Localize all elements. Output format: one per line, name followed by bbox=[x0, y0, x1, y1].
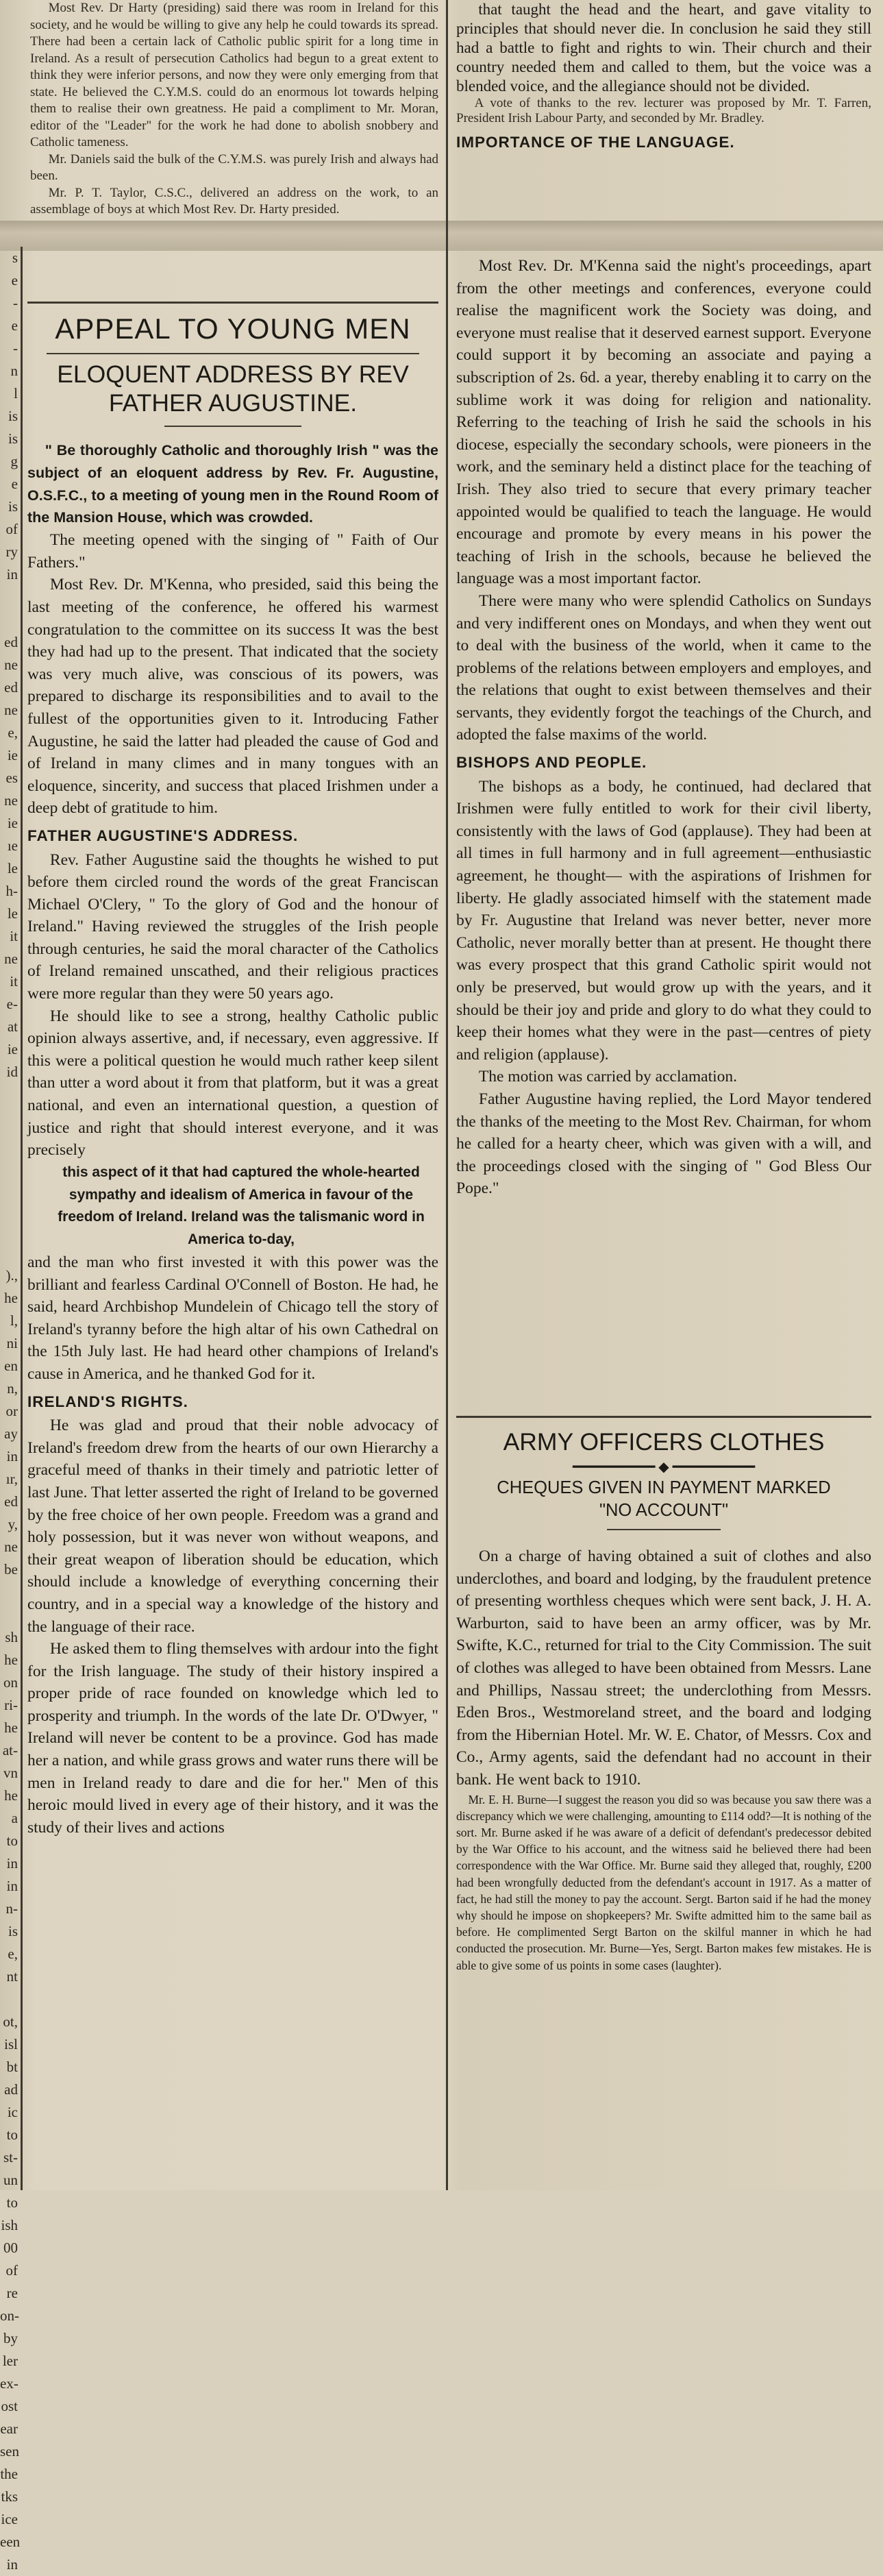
cropped-line-fragment bbox=[0, 1174, 21, 1197]
cropped-line-fragment: vn bbox=[3, 1765, 18, 1781]
divider bbox=[164, 426, 301, 427]
cropped-line-fragment: to bbox=[6, 2126, 18, 2143]
cropped-line-fragment: to bbox=[6, 2194, 18, 2211]
cropped-line-fragment: ie bbox=[7, 1041, 18, 1057]
cropped-line-fragment: ost bbox=[1, 2398, 18, 2414]
subheading: IRELAND'S RIGHTS. bbox=[27, 1393, 188, 1410]
cropped-line-fragment: en bbox=[4, 1358, 18, 1374]
cropped-line-fragment: s bbox=[12, 249, 18, 266]
cropped-line-fragment: in bbox=[6, 1855, 18, 1872]
paragraph: that taught the head and the heart, and gave vitality to principles that should never die. In conclusion he said they still had a battle to fight and rights to win. Their church and their country needed them and called to them, but the voice was a blended voice, and the allegiance should not be divided. bbox=[456, 1, 871, 95]
cropped-line-fragment: in bbox=[6, 2556, 18, 2573]
cropped-line-fragment bbox=[0, 1129, 21, 1151]
cropped-line-fragment: ri- bbox=[4, 1697, 18, 1713]
paragraph: A vote of thanks to the rev. lecturer was proposed by Mr. T. Farren, President Irish Labour Party, and seconded by Mr. Bradley. bbox=[456, 96, 871, 125]
top-left-continuation bbox=[30, 0, 438, 219]
cropped-line-fragment: ne bbox=[4, 950, 18, 967]
cropped-line-fragment: ay bbox=[4, 1425, 18, 1442]
cropped-line-fragment: le bbox=[7, 905, 18, 922]
cropped-line-fragment: ear bbox=[0, 2420, 18, 2437]
cropped-line-fragment: sh bbox=[5, 1629, 18, 1645]
cropped-line-fragment: ed bbox=[4, 1493, 18, 1510]
divider bbox=[607, 1529, 721, 1530]
cropped-line-fragment: ler bbox=[2, 2353, 18, 2369]
cropped-line-fragment: ish bbox=[1, 2217, 18, 2233]
cropped-line-fragment: ıe bbox=[7, 837, 18, 854]
cropped-line-fragment: ot, bbox=[3, 2013, 18, 2030]
cropped-line-fragment bbox=[0, 586, 21, 609]
cropped-line-fragment: ne bbox=[4, 792, 18, 809]
cropped-line-fragment: ad bbox=[4, 2081, 18, 2098]
cropped-line-fragment bbox=[0, 1106, 21, 1129]
cropped-line-fragment bbox=[0, 1988, 21, 2011]
cropped-line-fragment: on- bbox=[0, 2307, 19, 2324]
paragraph: Most Rev. Dr. M'Kenna said the night's proceedings, apart from the other meetings and conferences, everyone could realise the magnificent work the Society was doing, and everyone must realise that it deserved earnest support. Everyone could support it by becoming an associate and paying a subscription of 2s. 6d. a year, thereby enabling it to carry on the sublime work it was doing for religion and nationality. Referring to the teaching of Irish he said the schools in his diocese, especially the secondary schools, were pioneers in the work, and the seminary held a distinct place for the teaching of Irish. They also tried to secure that every primary teacher appointed would be qualified to teach the language. He would encourage and promote by every means in his power the teaching of Irish in the schools, because he believed the language was a most important factor. bbox=[456, 257, 871, 588]
cropped-line-fragment: un bbox=[3, 2172, 18, 2188]
subheading: FATHER AUGUSTINE'S ADDRESS. bbox=[27, 826, 299, 844]
paragraph: On a charge of having obtained a suit of clothes and also underclothes, and board and lodging, by the fraudulent pretence of presenting worthless cheques which were sent back, J. H. A. Warburton, said to have been an army officer, was by Mr. Swifte, K.C., returned for trial to the City Commission. The suit of clothes was alleged to have been obtained from Messrs. Lane and Phillips, Nassau street; the underclothing from Messrs. Eden Bros., Westmoreland street, and the board and lodging from the Hibernian Hotel. Mr. W. E. Chator, of Messrs. Cox and Co., Army agents, said the defendant had no account in their bank. He went back to 1910. bbox=[456, 1547, 871, 1789]
cropped-line-fragment: ry bbox=[5, 543, 18, 560]
cropped-line-fragment: re bbox=[6, 2285, 18, 2301]
ornament-divider: ━━━━━━━━━━ ◆ ━━━━━━━━━━ bbox=[572, 1460, 756, 1475]
headline: APPEAL TO YOUNG MEN bbox=[55, 312, 411, 345]
paragraph: He was glad and proud that their noble advocacy of Ireland's freedom drew from the hearts of our own Hierarchy a graceful meed of thanks in their timely and patriotic letter of last June. That letter asserted the right of Ireland to be governed by the free choice of her own people. Freedom was a grand and holy possession, but it was never won without weapons, and their great weapon of liberation should be education, which should include a knowledge of everything concerning their country, and in a special way a knowledge of the history and the language of their race. bbox=[27, 1416, 438, 1636]
paragraph: Father Augustine having replied, the Lord Mayor tendered the thanks of the meeting to the Most Rev. Chairman, for whom he called for a hearty cheer, which was given with a will, and the proceedings closed with the singing of " God Bless Our Pope." bbox=[456, 1090, 871, 1198]
cropped-line-fragment: is bbox=[8, 430, 18, 447]
cropped-line-fragment: een bbox=[0, 2534, 21, 2550]
cropped-line-fragment: ni bbox=[6, 1335, 18, 1351]
paragraph: The motion was carried by acclamation. bbox=[478, 1068, 738, 1086]
paragraph: He asked them to fling themselves with ardour into the fight for the Irish language. The study of their history inspired a proper pride of race founded on knowledge which led to prosperity and triumph. In the words of the late Dr. O'Dwyer, " Ireland will never be content to be a province. God has made her a nation, and while grass grows and water runs there will be men in Ireland ready to dare and die for her." Men of this heroic mould lived in every age of their history, and it was the study of their lives and actions bbox=[27, 1640, 438, 1837]
divider bbox=[47, 353, 419, 354]
army-article bbox=[456, 1416, 871, 1974]
cropped-line-fragment: of bbox=[5, 521, 18, 537]
cropped-line-fragment: ne bbox=[4, 702, 18, 718]
cropped-line-fragment: ne bbox=[4, 657, 18, 673]
cropped-line-fragment: in bbox=[6, 1878, 18, 1894]
paragraph: Most Rev. Dr. M'Kenna, who presided, said this being the last meeting of the conference, he offered his warmest congratulation to the committee on its success It was the best they had had up to the present. That indicated that the society was very much alive, was conscious of its powers, was prepared to discharge its responsibilities and to avail to the fullest of the opportunities given to it. Introducing Father Augustine, he said the latter had pleaded the cause of God and of Ireland in many climes and in many tongues with an eloquence, sincerity, and success that placed Irishmen under a deep debt of gratitude to him. bbox=[27, 576, 438, 818]
cropped-line-fragment: h- bbox=[5, 883, 18, 899]
cropped-line-fragment: l bbox=[14, 385, 18, 402]
paragraph: The meeting opened with the singing of " Faith of Our Fathers." bbox=[27, 531, 438, 572]
cropped-line-fragment: is bbox=[8, 498, 18, 515]
cropped-line-fragment: ed bbox=[4, 679, 18, 696]
cropped-line-fragment: e bbox=[11, 317, 18, 334]
cropped-line-fragment: is bbox=[8, 408, 18, 424]
paragraph: Most Rev. Dr Harty (presiding) said there was room in Ireland for this society, and he would be willing to give any help he could towards its spread. There had been a certain lack of Catholic public spirit for a long time in Ireland. As a result of persecution Catholics had begun to a great extent to think they were inferior persons, and now they were only emerging from that state. He believed the C.Y.M.S. could do an enormous lot towards helping them to realise their own greatness. He paid a compliment to Mr. Moran, editor of the "Leader" for the work he had done to abolish snobbery and Catholic tameness. bbox=[30, 1, 438, 149]
headline-rule bbox=[456, 1416, 871, 1418]
cropped-line-fragment: at bbox=[7, 1018, 18, 1035]
cropped-line-fragment: e, bbox=[8, 1946, 18, 1962]
cropped-line-fragment: ed bbox=[4, 634, 18, 650]
cropped-line-fragment: )., bbox=[5, 1267, 18, 1284]
page-fold-crease bbox=[0, 221, 883, 251]
cropped-line-fragment: nt bbox=[6, 1968, 18, 1985]
cropped-line-fragment bbox=[0, 1581, 21, 1604]
paragraph: Mr. Daniels said the bulk of the C.Y.M.S. was purely Irish and always had been. bbox=[30, 151, 438, 183]
cropped-line-fragment: he bbox=[4, 1719, 18, 1736]
cropped-line-fragment: n, bbox=[7, 1380, 18, 1397]
cropped-line-fragment: bt bbox=[6, 2059, 18, 2075]
cropped-line-fragment: it bbox=[10, 973, 18, 990]
cropped-line-fragment: ic bbox=[7, 2104, 18, 2120]
paragraph: He should like to see a strong, healthy Catholic public opinion always assertive, and, if necessary, even aggressive. If this were a political question he would much rather keep silent than utter a word about it from that platform, but it was a great national, and even an international question, a question of justice and right that should interest everyone, and it was precisely bbox=[27, 1007, 438, 1160]
inset-quote: this aspect of it that had captured the whole-hearted sympathy and idealism of America in favour of the freedom of Ireland. Ireland was the talismanic word in America to-day, bbox=[58, 1164, 425, 1248]
cropped-line-fragment: ne bbox=[4, 1538, 18, 1555]
cropped-line-fragment: on bbox=[3, 1674, 18, 1691]
cropped-line-fragment: l, bbox=[10, 1312, 18, 1329]
column-rule-left bbox=[21, 247, 23, 2190]
cropped-line-fragment: he bbox=[4, 1787, 18, 1804]
cropped-line-fragment: the bbox=[0, 2466, 18, 2482]
cropped-line-fragment: n bbox=[10, 363, 18, 379]
paragraph: Rev. Father Augustine said the thoughts he wished to put before them circled round the words of the great Franciscan Michael O'Clery, " To the glory of God and the honour of Ireland." Having reviewed the struggles of the Irish people through centuries, he said the moral character of the Catholics of Ireland remained unscathed, and their religious practices were more regular than they were 50 years ago. bbox=[27, 850, 438, 1003]
cropped-line-fragment: e, bbox=[8, 724, 18, 741]
language-article bbox=[456, 255, 871, 1200]
cropped-line-fragment: e bbox=[11, 272, 18, 289]
paragraph: The bishops as a body, he continued, had declared that Irishmen were fully entitled to work for their civil liberty, consistently with the laws of God (applause). They had been at all times in full harmony and in full agreement—enthusiastic agreement, he thought— with the aspirations of Irishmen for liberty. He gladly associated himself with the statement made by Fr. Augustine that Ireland was never better, never more Catholic, never morally better than at present. He thought there was every prospect that this grand Catholic spirit would not only be preserved, but would grow up with the years, and it should be their joy and pride and glory to do what they could to keep their homes what they were in the past—centres of piety and religion (applause). bbox=[456, 777, 871, 1064]
cropped-line-fragment: - bbox=[13, 295, 18, 311]
cropped-line-fragment: id bbox=[6, 1064, 18, 1080]
cropped-line-fragment: be bbox=[4, 1561, 18, 1578]
cropped-line-fragment: to bbox=[6, 1832, 18, 1849]
cropped-line-fragment: - bbox=[13, 340, 18, 356]
cropped-line-fragment: isl bbox=[4, 2036, 18, 2052]
cropped-line-fragment: is bbox=[8, 1923, 18, 1939]
cropped-line-fragment bbox=[0, 1083, 21, 1106]
top-right-continuation bbox=[456, 0, 871, 156]
column-rule-center bbox=[446, 0, 448, 2190]
cropped-line-fragment: y, bbox=[8, 1516, 18, 1532]
cropped-line-fragment: g bbox=[10, 453, 18, 469]
cropped-line-fragment: or bbox=[5, 1403, 18, 1419]
cropped-line-fragment: a bbox=[11, 1810, 18, 1826]
paragraph: Mr. E. H. Burne—I suggest the reason you did so was because you saw there was a discrepancy which we were challenging, amounting to £114 odd?—It is nothing of the sort. Mr. Burne asked if he was aware of a deficit of defendant's predecessor debited by the War Office to his account, and the witness said he believed there had been correspondence with the War Office. Mr. Burne said they alleged that, roughly, £200 had been wrongfully deducted from the defendant's account in 1917. As a matter of fact, he had still the money to pay the account. Sergt. Barton said if he had the money why should he impose on shopkeepers? Mr. Swifte admitted him to the same bail as before. He complimented Sergt Barton on the skilful manner in which he had conducted the prosecution. Mr. Burne—Yes, Sergt. Barton makes few mistakes. He is able to give some of us points in some cases (laughter). bbox=[456, 1792, 871, 1972]
cropped-line-fragment: he bbox=[4, 1290, 18, 1306]
headline: ARMY OFFICERS CLOTHES bbox=[503, 1428, 825, 1456]
cropped-line-fragment: sen bbox=[0, 2443, 19, 2460]
cropped-line-fragment: le bbox=[7, 860, 18, 876]
paragraph: and the man who first invested it with this power was the brilliant and fearless Cardinal O'Connell of Boston. He had, he said, heard Archbishop Mundelein of Chicago tell the story of Ireland's tyranny before the high altar of his own Cathedral on the 15th July last. He had heard other champions of Ireland's cause in America, and he thanked God for it. bbox=[27, 1253, 438, 1383]
cropped-line-fragment bbox=[0, 1604, 21, 1626]
paragraph: Mr. P. T. Taylor, C.S.C., delivered an address on the work, to an assemblage of boys at which Most Rev. Dr. Harty presided. bbox=[30, 185, 438, 217]
cropped-line-fragment: 00 bbox=[3, 2240, 18, 2256]
cropped-line-fragment: it bbox=[10, 928, 18, 944]
cropped-left-column bbox=[0, 247, 21, 2573]
cropped-line-fragment: ex- bbox=[0, 2375, 18, 2392]
subheading: BISHOPS AND PEOPLE. bbox=[456, 754, 647, 772]
subheading: IMPORTANCE OF THE LANGUAGE. bbox=[456, 134, 735, 151]
cropped-line-fragment bbox=[0, 1242, 21, 1264]
headline-rule bbox=[27, 302, 438, 304]
cropped-line-fragment: ie bbox=[7, 747, 18, 763]
cropped-line-fragment bbox=[0, 1197, 21, 1219]
cropped-line-fragment bbox=[0, 1219, 21, 1242]
cropped-line-fragment: n- bbox=[5, 1900, 18, 1917]
cropped-line-fragment: by bbox=[3, 2330, 18, 2346]
cropped-line-fragment: tks bbox=[1, 2488, 18, 2505]
cropped-line-fragment bbox=[0, 609, 21, 631]
cropped-line-fragment: he bbox=[4, 1652, 18, 1668]
subheadline: ELOQUENT ADDRESS BY REV FATHER AUGUSTINE. bbox=[57, 360, 409, 417]
cropped-line-fragment: ice bbox=[1, 2511, 18, 2527]
lead-paragraph: " Be thoroughly Catholic and thoroughly Irish " was the subject of an eloquent address by Rev. Fr. Augustine, O.S.F.C., to a meeting of young men in the Round Room of the Mansion House, which was crowded. bbox=[27, 442, 438, 526]
paragraph: There were many who were splendid Catholics on Sundays and very indifferent ones on Mondays, and when they went out to deal with the business of the world, when it came to the problems of the relations between employers and employes, and the relations that ought to exist between themselves and their servants, they evidently forgot the teachings of the Church, and adopted the false maxims of the world. bbox=[456, 591, 871, 744]
cropped-line-fragment: in bbox=[6, 566, 18, 582]
cropped-line-fragment bbox=[0, 1151, 21, 1174]
cropped-line-fragment: at- bbox=[2, 1742, 18, 1758]
subheadline: CHEQUES GIVEN IN PAYMENT MARKED "NO ACCOUNT" bbox=[497, 1478, 831, 1520]
appeal-article bbox=[27, 295, 438, 1839]
cropped-line-fragment: e bbox=[11, 476, 18, 492]
cropped-line-fragment: ie bbox=[7, 815, 18, 831]
cropped-line-fragment: ır, bbox=[5, 1471, 18, 1487]
cropped-line-fragment: st- bbox=[3, 2149, 18, 2166]
cropped-line-fragment: in bbox=[6, 1448, 18, 1464]
cropped-line-fragment: of bbox=[5, 2262, 18, 2279]
cropped-line-fragment: e- bbox=[6, 996, 18, 1012]
cropped-line-fragment: es bbox=[5, 770, 18, 786]
